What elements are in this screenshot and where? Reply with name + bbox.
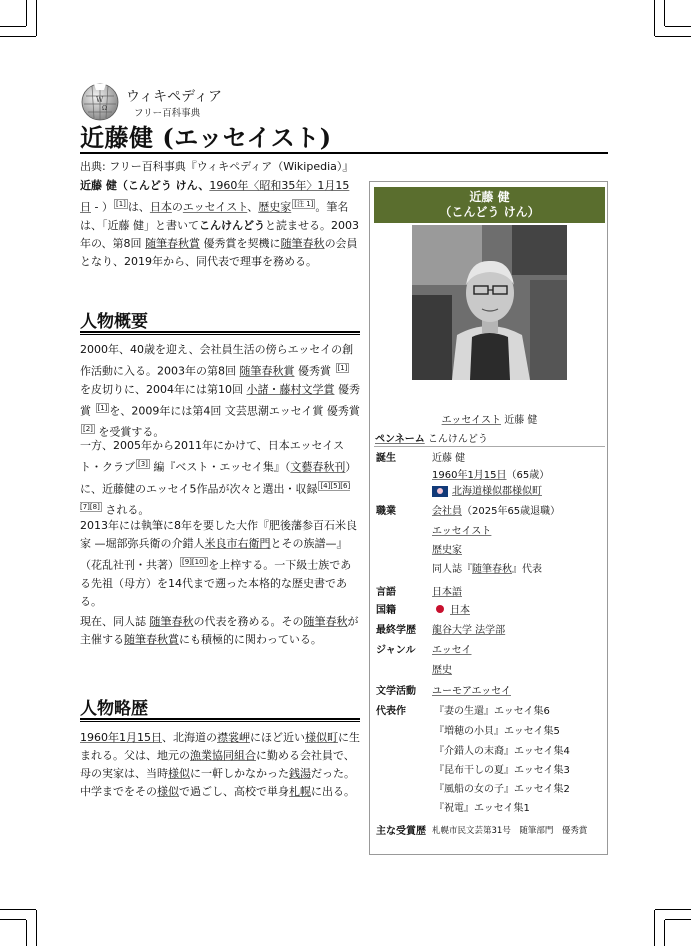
crop-mark	[665, 919, 691, 920]
language-label: 言語	[376, 587, 396, 598]
history-paragraph	[80, 729, 360, 801]
historian-link[interactable]: 歴史家	[258, 200, 292, 214]
paragraph-text: に生まれる。父は、地元の	[80, 731, 360, 762]
crop-mark	[0, 36, 36, 37]
works-label: 代表作	[376, 706, 406, 717]
birth-name: 近藤 健	[432, 453, 466, 464]
infobox-header	[374, 187, 605, 223]
infobox	[369, 181, 608, 855]
intro-text: の	[171, 200, 183, 214]
reference-link[interactable]: [1]	[337, 364, 348, 372]
section-divider	[80, 331, 360, 335]
reference-link[interactable]: [4][5][6][7][8]	[80, 481, 351, 512]
portrait-photo[interactable]	[412, 225, 567, 380]
crop-mark	[36, 0, 37, 36]
overview-paragraph-2	[80, 437, 360, 520]
japan-link[interactable]: 日本	[149, 200, 172, 214]
penname-label[interactable]: ペンネーム	[375, 434, 425, 445]
date-link[interactable]: 1960年1月15日	[80, 731, 162, 744]
caption-text: 近藤 健	[501, 415, 538, 426]
puzzle-globe-icon	[80, 82, 120, 122]
logo-tagline: フリー百科事典	[134, 108, 201, 119]
reference-link[interactable]: [2]	[83, 425, 93, 434]
paragraph-text: 、北海道の	[162, 731, 217, 744]
title-divider	[80, 152, 608, 154]
intro-text: 、	[247, 200, 259, 214]
overview-paragraph-3	[80, 517, 360, 611]
sapporo-link[interactable]: 札幌	[289, 785, 311, 798]
paragraph-text: に勤める会社員で、母の実家は、当時	[80, 749, 355, 780]
occupation-4	[432, 560, 542, 575]
birth-date-row	[432, 466, 549, 481]
paragraph-text: 現在、同人誌	[80, 615, 150, 628]
crop-mark	[654, 0, 655, 36]
paragraph-text: で過ごし、高校で単身	[179, 785, 289, 798]
crop-mark	[655, 36, 691, 37]
samani-link[interactable]: 様似	[157, 785, 179, 798]
wikipedia-logo[interactable]	[80, 82, 320, 122]
birth-date-link[interactable]: 1960年1月15日	[432, 470, 507, 481]
intro-text: 優秀賞を契機に	[200, 236, 281, 250]
photo-caption	[370, 411, 609, 426]
fishery-link[interactable]: 漁業協同組合	[190, 749, 256, 762]
nationality-row	[432, 601, 470, 616]
work-item: 『介錯人の末裔』エッセイ集4	[434, 746, 570, 757]
paragraph-text: 2013年には執筆に8年を要した大作『肥後藩参百石米良家 —堀部弥兵衛の介錯人	[80, 519, 357, 550]
crop-mark	[26, 920, 27, 946]
intro-text: の会員となり、2019年から、同代表で理事を務める。	[80, 236, 358, 268]
section-heading-overview: 人物概要	[80, 312, 148, 332]
paragraph-text: の代表を務める。その	[193, 615, 304, 628]
award-link[interactable]: 随筆春秋賞	[145, 236, 201, 250]
genre-history-link[interactable]: 歴史	[432, 665, 452, 676]
intro-text: は、	[127, 200, 150, 214]
paragraph-text: 一方、2005年から2011年にかけて、日本エッセイスト・クラブ	[80, 439, 345, 474]
zuihitsu-shunju-link[interactable]: 随筆春秋	[472, 564, 512, 575]
crop-mark	[664, 920, 665, 946]
paragraph-text: に一軒しかなかった	[190, 767, 289, 780]
overview-paragraph-4	[80, 613, 360, 649]
japan-flag-icon	[432, 486, 448, 497]
birthdate-link[interactable]: 1960年〈昭和35年〉1月15日	[80, 179, 350, 214]
occupation-text: 同人誌『	[432, 564, 472, 575]
zuihitsu-shunju-link[interactable]: 随筆春秋	[303, 615, 348, 628]
svg-text:W: W	[96, 96, 104, 104]
zuihitsu-shunju-link[interactable]: 随筆春秋	[149, 615, 194, 628]
overview-paragraph-1	[80, 341, 360, 442]
movement-link[interactable]: ユーモアエッセイ	[432, 686, 511, 697]
crop-mark	[655, 909, 691, 910]
infobox-divider	[374, 446, 605, 447]
paragraph-text: される。	[101, 503, 150, 517]
work-item: 『増穂の小貝』エッセイ集5	[434, 726, 560, 737]
intro-text: 。筆名は、「近藤 健」と書いて	[80, 200, 349, 232]
essayist-link[interactable]: エッセイスト	[182, 200, 248, 214]
portrait-image	[412, 225, 567, 380]
paragraph-text: が主催する	[80, 615, 359, 646]
paragraph-text: 優秀賞	[294, 364, 335, 378]
section-heading-history: 人物略歴	[80, 699, 148, 719]
paragraph-text: に出る。	[311, 785, 355, 798]
genre-essay-link[interactable]: エッセイ	[432, 645, 472, 656]
work-item: 『祝電』エッセイ集1	[434, 803, 530, 814]
intro-text: と読ませる。2003年の、第8回	[80, 218, 359, 250]
crop-mark	[0, 919, 26, 920]
note-link[interactable]: [注 1]	[294, 200, 314, 208]
reference-link[interactable]: [3]	[138, 460, 148, 468]
paragraph-text: を皮切りに、2004年には第10回	[80, 382, 247, 396]
work-item: 『昆布干しの夏』エッセイ集3	[434, 765, 570, 776]
source-line: 出典: フリー百科事典『ウィキペディア（Wikipedia）』	[80, 160, 354, 173]
award-link[interactable]: 随筆春秋賞	[239, 364, 295, 378]
awards-label: 主な受賞歴	[376, 826, 426, 837]
crop-mark	[665, 26, 691, 27]
paragraph-text: にも積極的に関わっている。	[179, 633, 322, 646]
logo-name: ウィキペディア	[126, 89, 223, 105]
paragraph-text: を受賞する。	[94, 425, 165, 439]
crop-mark	[26, 0, 27, 26]
movement-label: 文学活動	[376, 686, 416, 697]
paragraph-text: にほど近い	[250, 731, 305, 744]
genre-label: ジャンル	[376, 645, 416, 656]
birth-place-row	[432, 482, 542, 497]
caption-essayist-link[interactable]: エッセイスト	[441, 415, 502, 426]
sento-link[interactable]: 銭湯	[289, 767, 311, 780]
language-link[interactable]: 日本語	[432, 587, 462, 598]
page-title: 近藤健 (エッセイスト)	[80, 123, 332, 152]
samani-link[interactable]: 様似町	[305, 731, 338, 744]
occupation-note: （2025年65歳退職）	[462, 506, 561, 517]
occupation-essayist-link[interactable]: エッセイスト	[432, 526, 492, 537]
intro-text: - ）	[91, 200, 113, 214]
erimo-link[interactable]: 襟裳岬	[217, 731, 250, 744]
reference-link[interactable]: [9][10]	[182, 558, 207, 566]
reference-link[interactable]: [1]	[115, 200, 126, 208]
paragraph-text: を、2009年には第4回 文芸思潮エッセイ賞 優秀賞	[109, 404, 360, 418]
paragraph-text: 2000年、40歳を迎え、会社員生活の傍らエッセイの創作活動に入る。2003年の第8回	[80, 343, 354, 378]
section-divider	[80, 718, 360, 722]
paragraph-text: とその族譜—』（花乱社刊・共著）	[80, 537, 348, 572]
mera-link[interactable]: 米良市右衛門	[204, 537, 271, 550]
work-item: 『風船の女の子』エッセイ集2	[434, 784, 570, 795]
crop-mark	[36, 910, 37, 946]
crop-mark	[0, 909, 36, 910]
crop-mark	[654, 910, 655, 946]
paragraph-text: 優秀賞	[80, 382, 360, 418]
komoro-award-link[interactable]: 小諸・藤村文学賞	[246, 382, 335, 396]
education-link[interactable]: 龍谷大学 法学部	[432, 625, 506, 636]
reference-link[interactable]: [1]	[97, 403, 108, 412]
paragraph-text: ）に、近藤健のエッセイ5作品が次々と選出・収録	[80, 460, 357, 496]
awards-value: 札幌市民文芸第31号 随筆部門 優秀賞	[432, 826, 588, 836]
infobox-name: 近藤 健	[469, 190, 510, 204]
intro-paragraph	[80, 177, 360, 271]
work-item: 『妻の生還』エッセイ集6	[434, 706, 550, 717]
occupation-1	[432, 502, 560, 517]
birth-label: 誕生	[376, 453, 396, 464]
paragraph-text: だった。中学までをその	[80, 767, 355, 798]
occupation-historian-link[interactable]: 歴史家	[432, 545, 462, 556]
crop-mark	[664, 0, 665, 26]
penname-row	[375, 430, 488, 445]
crop-mark	[0, 26, 26, 27]
nationality-link[interactable]: 日本	[450, 605, 470, 616]
japan-flag-icon	[436, 605, 444, 613]
birth-place-link[interactable]: 北海道様似郡様似町	[452, 486, 542, 497]
birth-age: （65歳）	[506, 470, 550, 481]
paragraph-text: 編『ベスト・エッセイ集』（	[149, 460, 291, 474]
occupation-label: 職業	[376, 506, 396, 517]
education-label: 最終学歴	[376, 625, 416, 636]
samani-link[interactable]: 様似	[168, 767, 190, 780]
infobox-reading: （こんどう けん）	[439, 205, 540, 219]
intro-text: 近藤 健（こんどう けん、	[80, 179, 210, 192]
nationality-label: 国籍	[376, 605, 396, 616]
penname-value: こんけんどう	[427, 434, 488, 445]
award-link[interactable]: 随筆春秋賞	[124, 633, 179, 646]
paragraph-text: を上梓する。一下級士族である先祖（母方）を14代まで遡った本格的な歴史書である。	[80, 558, 352, 608]
occupation-text: 』代表	[512, 564, 542, 575]
svg-text:Ω: Ω	[102, 105, 107, 112]
penname-text: こんけんどう	[199, 218, 265, 232]
company-employee-link[interactable]: 会社員	[432, 506, 462, 517]
bunshun-link[interactable]: 文藝春秋刊	[290, 460, 346, 474]
zuihitsu-shunju-link[interactable]: 随筆春秋	[280, 236, 325, 250]
